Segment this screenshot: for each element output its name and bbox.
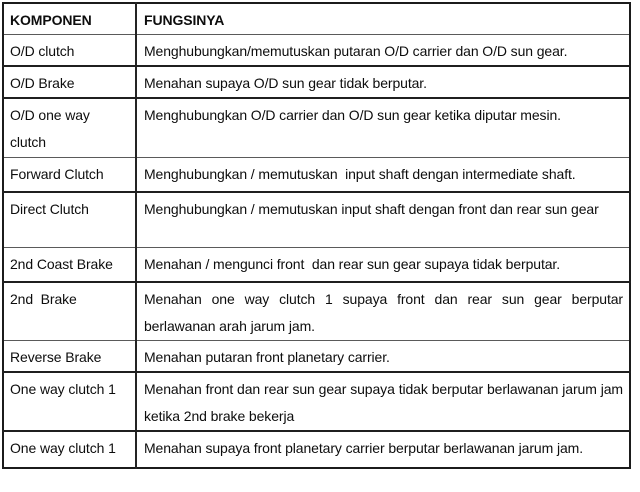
table-row <box>3 431 630 468</box>
komponen-cell: O/D one way clutch <box>3 98 136 157</box>
table-row <box>3 282 630 341</box>
fungsinya-cell: Menghubungkan O/D carrier dan O/D sun gear ketika diputar mesin. <box>136 98 630 157</box>
komponen-cell: Forward Clutch <box>3 157 136 192</box>
fungsinya-cell: Menahan putaran front planetary carrier. <box>136 341 630 373</box>
fungsinya-cell: Menahan one way clutch 1 supaya front dan rear sun gear berputar berlawanan arah jarum jam. <box>136 282 630 341</box>
komponen-fungsinya-table <box>2 2 631 469</box>
table-row <box>3 66 630 98</box>
table-row <box>3 247 630 282</box>
komponen-cell: O/D Brake <box>3 66 136 98</box>
fungsinya-cell: Menahan / mengunci front dan rear sun gear supaya tidak berputar. <box>136 247 630 282</box>
fungsinya-cell: Menahan supaya O/D sun gear tidak berputar. <box>136 66 630 98</box>
table-header-row <box>3 3 630 35</box>
header-fungsinya: FUNGSINYA <box>136 3 630 35</box>
fungsinya-cell: Menghubungkan / memutuskan input shaft dengan front dan rear sun gear <box>136 192 630 247</box>
table-row <box>3 35 630 67</box>
komponen-cell: O/D clutch <box>3 35 136 67</box>
table-row <box>3 157 630 192</box>
header-komponen: KOMPONEN <box>3 3 136 35</box>
table-row <box>3 192 630 247</box>
komponen-cell: Reverse Brake <box>3 341 136 373</box>
komponen-cell: One way clutch 1 <box>10 440 116 456</box>
table-row <box>3 341 630 373</box>
fungsinya-cell: Menahan supaya front planetary carrier berputar berlawanan jarum jam. <box>136 431 630 468</box>
table-row <box>3 372 630 431</box>
fungsinya-cell: Menahan front dan rear sun gear supaya tidak berputar berlawanan jarum jam ketika 2nd brake bekerja <box>136 372 630 431</box>
komponen-cell: 2nd Brake <box>3 282 136 341</box>
komponen-cell: 2nd Coast Brake <box>3 247 136 282</box>
fungsinya-cell: Menghubungkan/memutuskan putaran O/D carrier dan O/D sun gear. <box>136 35 630 67</box>
fungsinya-cell: Menghubungkan / memutuskan input shaft dengan intermediate shaft. <box>136 157 630 192</box>
komponen-cell: One way clutch 1 <box>3 372 136 431</box>
komponen-cell: Direct Clutch <box>3 192 136 247</box>
table-row <box>3 98 630 157</box>
